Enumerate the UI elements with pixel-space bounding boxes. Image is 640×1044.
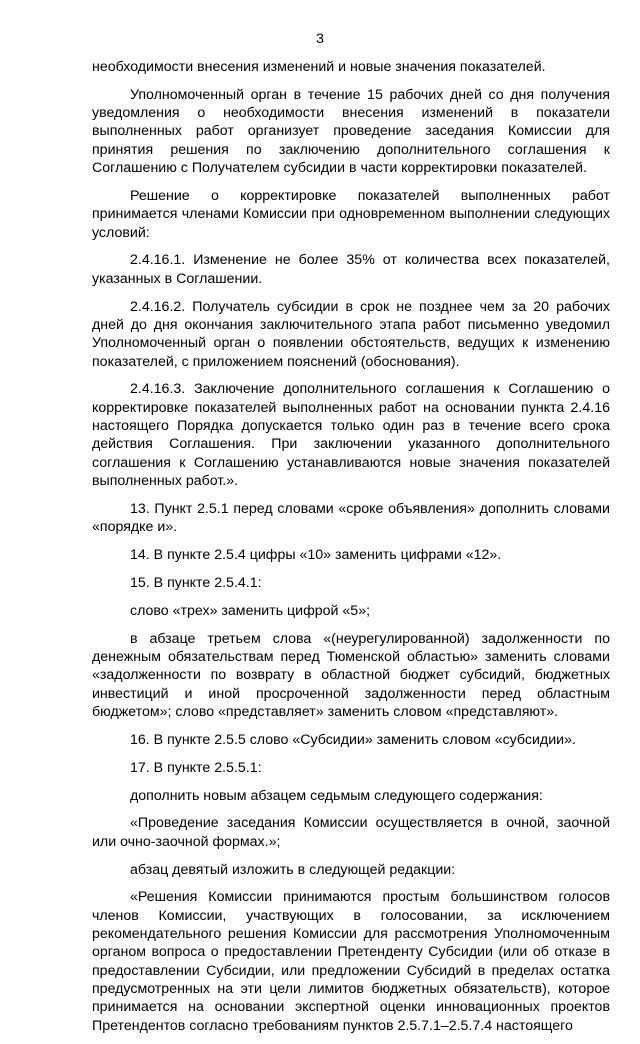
paragraph: 14. В пункте 2.5.4 цифры «10» заменить цифрами «12». (130, 546, 502, 563)
paragraph: 17. В пункте 2.5.5.1: (130, 759, 262, 776)
paragraph: в абзаце третьем слова «(неурегулированной) задолженности по денежным обязательствам перед Тюменской областью» заменить словами «задолженности по возврату в областной бюджет субсидий, бюджетных инвестиций и иной просроченной задолженности перед областным бюджетом»; слово «представляет» заменить словом «представляют». (92, 630, 610, 720)
page-number: 3 (316, 30, 324, 46)
paragraph: 16. В пункте 2.5.5 слово «Субсидии» заменить словом «субсидии». (130, 731, 576, 748)
paragraph: «Решения Комиссии принимаются простым большинством голосов членов Комиссии, участвующих в голосовании, за исключением рекомендательного решения Комиссии для рассмотрения Уполномоченным органом вопроса о предоставлении Претенденту Субсидии (или об отказе в предоставлении Субсидии, или предложении Субсидий в пределах остатка предусмотренных на эти цели лимитов бюджетных обязательств), которое принимается на основании экспертной оценки инновационных проектов Претендентов согласно требованиям пунктов 2.5.7.1–2.5.7.4 настоящего (92, 889, 610, 1034)
paragraph: 2.4.16.1. Изменение не более 35% от количества всех показателей, указанных в Соглашении. (92, 252, 610, 287)
paragraph: 15. В пункте 2.5.4.1: (130, 574, 262, 591)
paragraph: 2.4.16.3. Заключение дополнительного соглашения к Соглашению о корректировке показателей выполненных работ на основании пункта 2.4.16 настоящего Порядка допускается только один раз в течение всего срока действия Соглашения. При заключении указанного дополнительного соглашения к Соглашению устанавливаются новые значения показателей выполненных работ.». (92, 381, 610, 489)
paragraph: 13. Пункт 2.5.1 перед словами «сроке объявления» дополнить словами «порядке и». (92, 500, 610, 536)
paragraph: 2.4.16.2. Получатель субсидии в срок не позднее чем за 20 рабочих дней до дня окончания заключительного этапа работ письменно уведомил Уполномоченный орган о появлении обстоятельств, ведущих к изменению показателей, с приложением пояснений (обоснования). (92, 298, 610, 370)
paragraph: дополнить новым абзацем седьмым следующего содержания: (130, 787, 543, 804)
paragraph: абзац девятый изложить в следующей редакции: (130, 861, 456, 878)
paragraph: слово «трех» заменить цифрой «5»; (130, 602, 371, 619)
paragraph: «Проведение заседания Комиссии осуществляется в очной, заочной или очно-заочной формах.»; (92, 815, 610, 850)
document-body (92, 58, 610, 1044)
paragraph: Решение о корректировке показателей выполненных работ принимается членами Комиссии при одновременном выполнении следующих условий: (92, 187, 610, 241)
paragraph: необходимости внесения изменений и новые значения показателей. (92, 59, 546, 75)
paragraph: Уполномоченный орган в течение 15 рабочих дней со дня получения уведомления о необходимости внесения изменений в показатели выполненных работ организует проведение заседания Комиссии для принятия решения по заключению дополнительного соглашения к Соглашению с Получателем субсидии в части корректировки показателей. (92, 86, 610, 177)
